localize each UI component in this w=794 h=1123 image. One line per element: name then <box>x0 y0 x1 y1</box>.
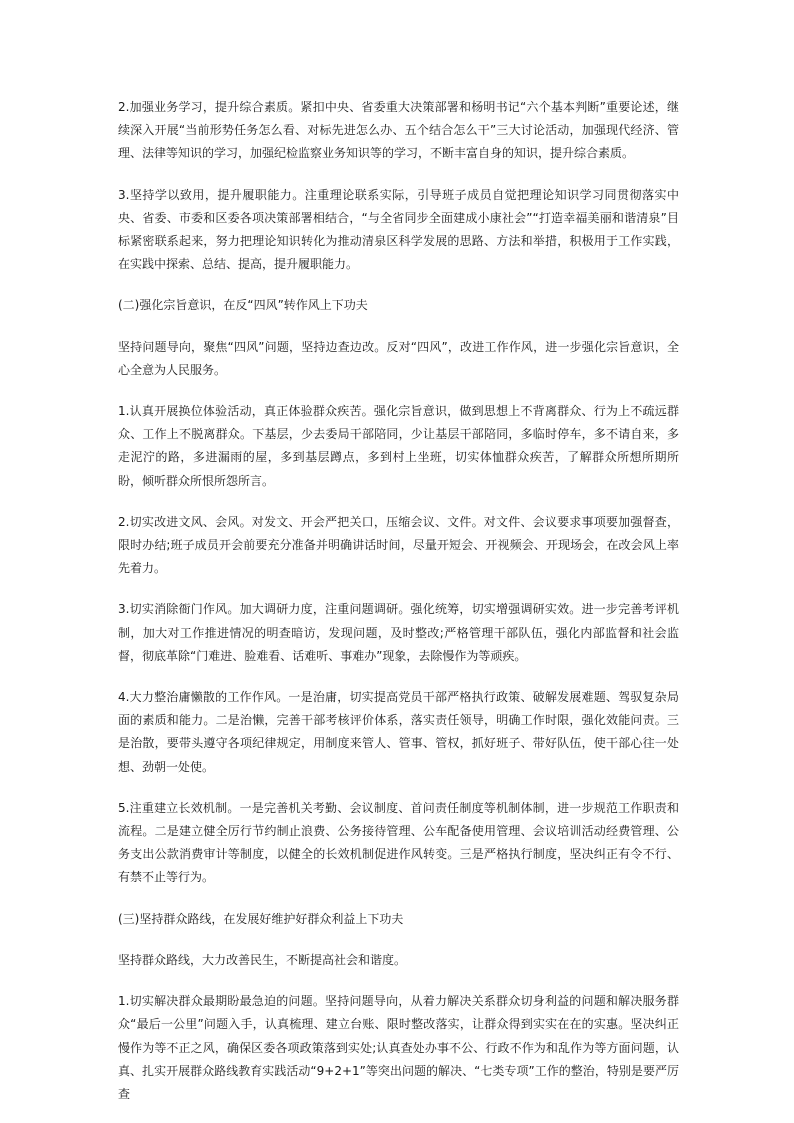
paragraph-long-term-mechanism: 5.注重建立长效机制。一是完善机关考勤、会议制度、首问责任制度等机制体制，进一步规范工作职责和流程。二是建立健全厉行节约制止浪费、公务接待管理、公车配备使用管理、会议培训活动经费管理、公务支出公款消费审计等制度，以健全的长效机制促进作风转变。三是严格执行制度，坚决纠正有令不行、有禁不止等行为。 <box>118 800 679 885</box>
paragraph-rectify-work-style: 4.大力整治庸懒散的工作作风。一是治庸，切实提高党员干部严格执行政策、破解发展难题、驾驭复杂局面的素质和能力。二是治懒，完善干部考核评价体系，落实责任领导，明确工作时限，强化效能问责。三是治散，要带头遵守各项纪律规定，用制度来管人、管事、管权，抓好班子、带好队伍，使干部心往一处想、劲朝一处使。 <box>118 690 679 774</box>
paragraph-eliminate-bureaucracy: 3.切实消除衙门作风。加大调研力度，注重问题调研。强化统筹，切实增强调研实效。进一步完善考评机制，加大对工作推进情况的明查暗访，发现问题，及时整改;严格管理干部队伍，强化内部监督和社会监督，彻底革除“门难进、脸难看、话难听、事难办”现象，去除慢作为等顽疾。 <box>118 602 679 663</box>
section-heading-2: (二)强化宗旨意识，在反“四风”转作风上下功夫 <box>118 298 368 313</box>
paragraph-improve-meeting-style: 2.切实改进文风、会风。对发文、开会严把关口，压缩会议、文件。对文件、会议要求事项要加强督查，限时办结;班子成员开会前要充分准备并明确讲话时间，尽量开短会、开视频会、开现场会，在改会风上率先着力。 <box>118 514 679 576</box>
section-heading-3: (三)坚持群众路线，在发展好维护好群众利益上下功夫 <box>118 911 404 926</box>
paragraph-mass-line: 坚持群众路线，大力改善民生，不断提高社会和谐度。 <box>118 952 407 967</box>
paragraph-experience-activity: 1.认真开展换位体验活动，真正体验群众疾苦。强化宗旨意识，做到思想上不背离群众、行为上不疏远群众、工作上不脱离群众。下基层，少去委局干部陪同，少让基层干部陪同，多临时停车，多不请自来，多走泥泞的路，多进漏雨的屋，多到基层蹲点，多到村上坐班，切实体恤群众疾苦，了解群众所想所期所盼，倾听群众所恨所怨所言。 <box>118 404 679 488</box>
paragraph-apply-learning: 3.坚持学以致用，提升履职能力。注重理论联系实际，引导班子成员自觉把理论知识学习同贯彻落实中央、省委、市委和区委各项决策部署相结合，“与全省同步全面建成小康社会”“打造幸福美丽和谐清泉”目标紧密联系起来，努力把理论知识转化为推动清泉区科学发展的思路、方法和举措，积极用于工作实践，在实践中探索、总结、提高，提升履职能力。 <box>118 187 679 272</box>
paragraph-study-business: 2.加强业务学习，提升综合素质。紧扣中央、省委重大决策部署和杨明书记“六个基本判断”重要论述，继续深入开展“当前形势任务怎么看、对标先进怎么办、五个结合怎么干”三大讨论活动，加强现代经济、管理、法律等知识的学习，加强纪检监察业务知识等的学习，不断丰富自身的知识，提升综合素质。 <box>118 100 679 161</box>
paragraph-problem-oriented: 坚持问题导向，聚焦“四风”问题，坚持边查边改。反对“四风”，改进工作作风，进一步强化宗旨意识，全心全意为人民服务。 <box>118 339 679 377</box>
paragraph-solve-urgent-problems: 1.切实解决群众最期盼最急迫的问题。坚持问题导向，从着力解决关系群众切身利益的问题和解决服务群众“最后一公里”问题入手，认真梳理、建立台账、限时整改落实，让群众得到实实在在的实惠。坚决纠正慢作为等不正之风，确保区委各项政策落到实处;认真查处办事不公、行政不作为和乱作为等方面问题，认真、扎实开展群众路线教育实践活动“9+2+1”等突出问题的解决、“七类专项”工作的整治，特别是要严厉查 <box>118 994 679 1101</box>
